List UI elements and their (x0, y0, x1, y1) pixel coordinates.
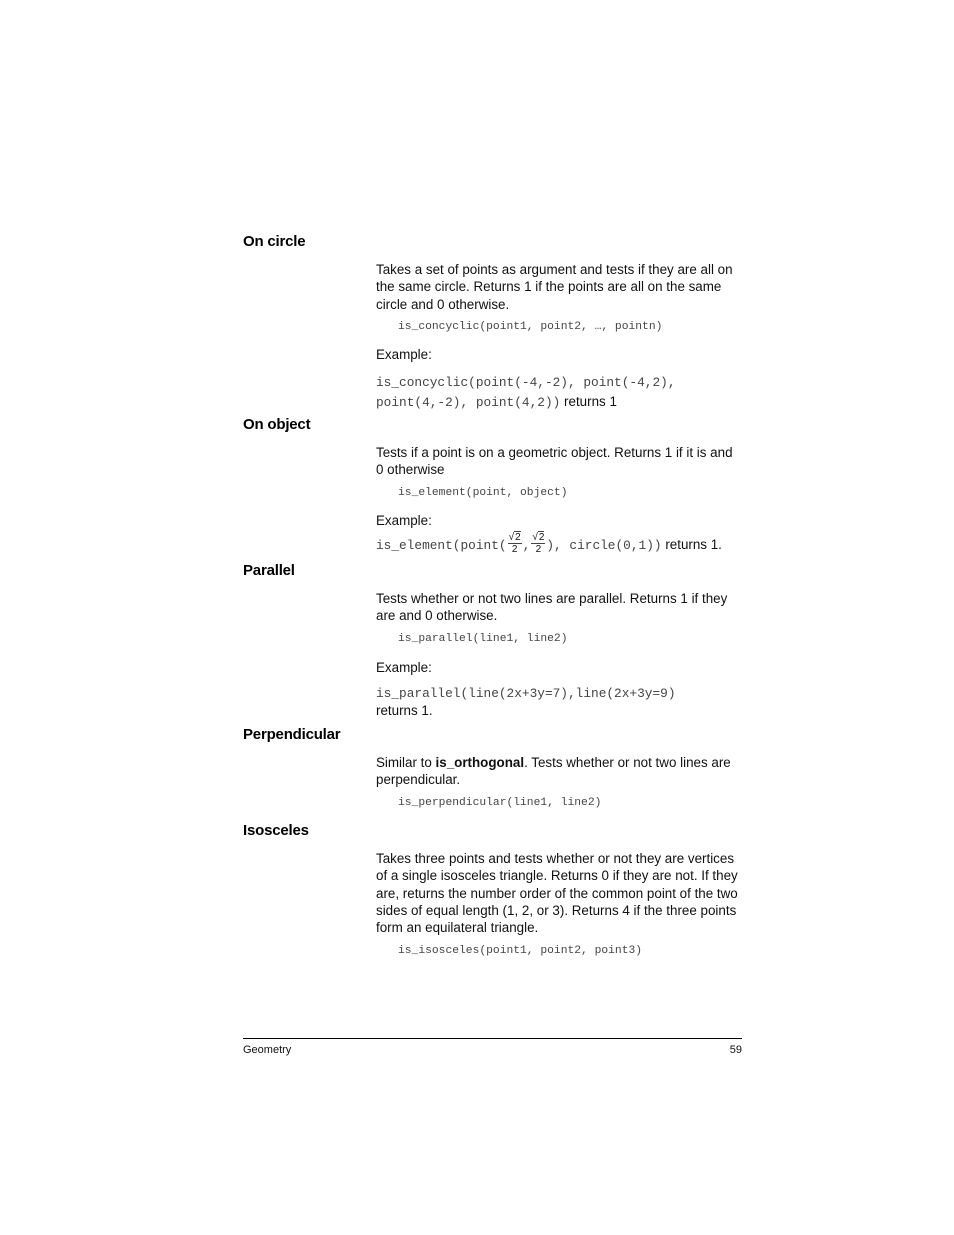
perpendicular-syntax: is_perpendicular(line1, line2) (398, 797, 602, 809)
sqrt2-over-2-fraction: $\frac{√2}{2}$ (508, 531, 521, 555)
on-object-example-label: Example: (376, 513, 432, 528)
on-circle-example-code: is_concyclic(point(-4,-2), point(-4,2), point(4,-2), point(4,2)) (376, 375, 676, 410)
isosceles-syntax: is_isosceles(point1, point2, point3) (398, 945, 643, 957)
on-circle-syntax: is_concyclic(point1, point2, …, pointn) (398, 321, 663, 333)
parallel-description: Tests whether or not two lines are parallel. Returns 1 if they are and 0 otherwise. (376, 591, 728, 624)
parallel-example-result: returns 1. (376, 703, 433, 719)
on-object-description: Tests if a point is on a geometric object. Returns 1 if it is and 0 otherwise (376, 445, 733, 478)
on-circle-example-result: returns 1 (564, 394, 617, 409)
on-object-example-result: returns 1. (665, 537, 722, 552)
sqrt2-over-2-fraction: $\frac{√2}{2}$ (532, 531, 545, 555)
perpendicular-description: Similar to is_orthogonal. Tests whether or not two lines are perpendicular. (376, 755, 731, 788)
heading-perpendicular: Perpendicular (243, 726, 341, 743)
on-circle-description: Takes a set of points as argument and tests if they are all on the same circle. Returns 1 if the points are all on the same circle and 0 otherwise. (376, 262, 733, 312)
heading-parallel: Parallel (243, 562, 295, 579)
on-object-example-code-end: ), circle(0,1)) (546, 538, 662, 553)
heading-on-object: On object (243, 416, 311, 433)
is-orthogonal-reference: is_orthogonal (435, 755, 525, 770)
isosceles-description: Takes three points and tests whether or not they are vertices of a single isosceles triangle. Returns 0 if they are not. If they are, returns the number order of the common point of the two sides of equal length (1, 2, or 3). Returns 4 if the three points form an equilateral triangle. (376, 851, 738, 936)
on-circle-example-label: Example: (376, 347, 432, 362)
heading-isosceles: Isosceles (243, 822, 309, 839)
on-circle-example (376, 372, 716, 412)
footer-section-name: Geometry (243, 1044, 292, 1056)
on-object-example: is_element(point( $\frac{√2}{2}$ , $\frac{√2}{2}$ ), circle(0,1)) returns 1. (376, 531, 722, 555)
on-object-syntax: is_element(point, object) (398, 487, 568, 499)
parallel-example-label: Example: (376, 660, 432, 675)
on-object-example-code-start: is_element(point( (376, 538, 507, 553)
heading-on-circle: On circle (243, 233, 306, 250)
footer-page-number: 59 (729, 1044, 742, 1056)
parallel-example-code: is_parallel(line(2x+3y=7),line(2x+3y=9) (376, 686, 676, 701)
footer-divider (243, 1038, 742, 1039)
parallel-example (376, 684, 742, 720)
parallel-syntax: is_parallel(line1, line2) (398, 633, 568, 645)
